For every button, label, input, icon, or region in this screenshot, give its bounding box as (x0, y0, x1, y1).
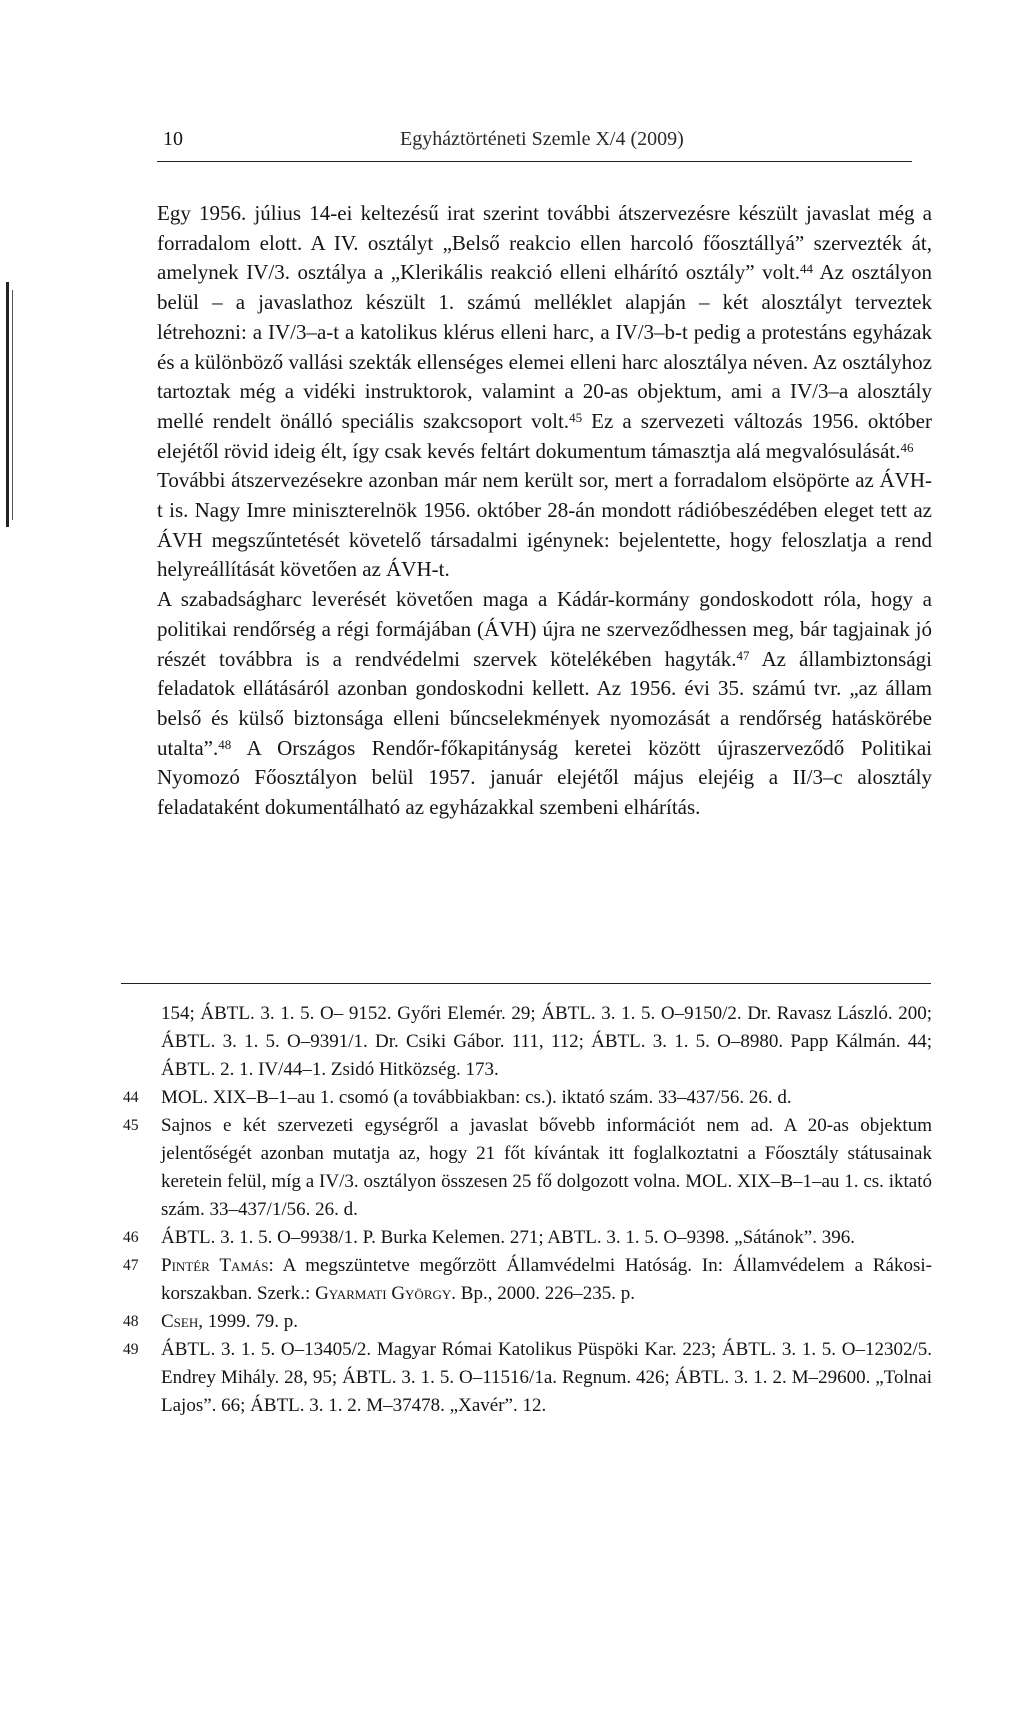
footnote-author: Pintér Tamás: (161, 1255, 274, 1276)
footnote-text: A megszüntetve megőrzött Államvédelmi Hatóság. In: Államvédelem a Rákosi-korszakban. Szerk.: (161, 1255, 932, 1304)
footnote-number: 47 (123, 1257, 139, 1274)
footnote-46 (123, 1224, 932, 1252)
footnote-number: 46 (123, 1229, 139, 1246)
footnote-47 (123, 1252, 932, 1308)
footnote-continuation-text: 154; ÁBTL. 3. 1. 5. O– 9152. Győri Elemér. 29; ÁBTL. 3. 1. 5. O–9150/2. Dr. Ravasz László. 200; ÁBTL. 3. 1. 5. O–9391/1. Dr. Csiki Gábor. 111, 112; ÁBTL. 3. 1. 5. O–8980. Papp Kálmán. 44; ÁBTL. 2. 1. IV/44–1. Zsidó Hitközség. 173. (161, 1003, 932, 1080)
footnote-ref-47[interactable]: 47 (736, 647, 750, 663)
paragraph-1-text-c: Ez a szervezeti változás 1956. október elejétől rövid ideig élt, így csak kevés feltárt dokumentum támasztja alá megvalósulását. (157, 408, 932, 463)
paragraph-3-text-b: Az állambiztonsági feladatok ellátásáról azonban gondoskodni kellett. Az 1956. évi 35. számú tvr. „az állam belső és külső biztonsága elleni bűncselekmények nyomozását a rendőrség hatáskörébe utalta”. (157, 646, 932, 760)
footnote-author: Cseh, (161, 1311, 203, 1332)
footnote-continuation (157, 1000, 932, 1084)
footnote-editor: Gyarmati György. (315, 1283, 457, 1304)
footnote-ref-44[interactable]: 44 (800, 261, 814, 277)
scan-edge-mark (6, 282, 9, 527)
footnote-ref-48[interactable]: 48 (218, 736, 232, 752)
footnote-text: 1999. 79. p. (202, 1311, 298, 1332)
footnote-text: ÁBTL. 3. 1. 5. O–13405/2. Magyar Római Katolikus Püspöki Kar. 223; ÁBTL. 3. 1. 5. O–12302/5. Endrey Mihály. 28, 95; ÁBTL. 3. 1. 5. O–11516/1a. Regnum. 426; ÁBTL. 3. 1. 2. M–29600. „Tolnai Lajos”. 66; ÁBTL. 3. 1. 2. M–37478. „Xavér”. 12. (161, 1339, 932, 1416)
footnote-number: 48 (123, 1313, 139, 1330)
body-text (157, 199, 932, 823)
footnote-text: ÁBTL. 3. 1. 5. O–9938/1. P. Burka Kelemen. 271; ABTL. 3. 1. 5. O–9398. „Sátánok”. 396. (161, 1227, 855, 1248)
footnote-text-end: Bp., 2000. 226–235. p. (456, 1283, 635, 1304)
footnote-rule (121, 983, 931, 984)
paragraph-1-text-a: Egy 1956. július 14-ei keltezésű irat szerint további átszervezésre készült javaslat még a forradalom elott. A IV. osztályt „Belső reakcio ellen harcoló főosztállyá” szervezték át, amelynek IV/3. osztálya a „Klerikális reakció elleni elhárító osztály” volt. (157, 201, 932, 285)
footnote-48 (123, 1308, 932, 1336)
paragraph-1 (157, 199, 932, 466)
footnote-number: 49 (123, 1341, 139, 1358)
footnote-45 (123, 1112, 932, 1224)
header-rule (157, 161, 912, 162)
footnotes (123, 1000, 932, 1420)
paragraph-2-text: További átszervezésekre azonban már nem került sor, mert a forradalom elsöpörte az ÁVH-t is. Nagy Imre miniszterelnök 1956. október 28-án mondott rádióbeszédében eleget tett az ÁVH megszűntetését követelő társadalmi igénynek: bejelentette, hogy feloszlatja a rend helyreállítását követően az ÁVH-t. (157, 468, 932, 582)
paragraph-3 (157, 585, 932, 823)
footnote-text: MOL. XIX–B–1–au 1. csomó (a továbbiakban: cs.). iktató szám. 33–437/56. 26. d. (161, 1087, 792, 1108)
footnote-49 (123, 1336, 932, 1420)
paragraph-1-text-b: Az osztályon belül – a javaslathoz készült 1. számú melléklet alapján – két alosztályt terveztek létrehozni: a IV/3–a-t a katolikus klérus elleni harc, a IV/3–b-t pedig a protestáns egyházak és a különböző vallási szekták ellenséges elemei elleni harc alosztálya néven. Az osztályhoz tartoztak még a vidéki instruktorok, valamint a 20-as objektum, ami a IV/3–a alosztály mellé rendelt önálló speciális szakcsoport volt. (157, 260, 932, 433)
footnote-ref-45[interactable]: 45 (569, 410, 583, 426)
paragraph-3-text-a: A szabadságharc leverését követően maga a Kádár-kormány gondoskodott róla, hogy a politikai rendőrség a régi formájában (ÁVH) újra ne szerveződhessen meg, bár tagjainak jó részét továbbra is a rendvédelmi szervek kötelékében hagyták. (157, 587, 932, 671)
footnote-number: 45 (123, 1117, 139, 1134)
footnote-44 (123, 1084, 932, 1112)
footnote-number: 44 (123, 1089, 139, 1106)
running-header (157, 128, 932, 162)
journal-title: Egyháztörténeti Szemle X/4 (2009) (400, 128, 684, 150)
paragraph-2 (157, 466, 932, 585)
scan-edge-mark-thin (12, 290, 13, 520)
footnote-text: Sajnos e két szervezeti egységről a javaslat bővebb információt nem ad. A 20-as objektum jelentőségét azonban mutatja az, hogy 21 főt kívántak itt foglalkoztatni a Főosztály státusainak keretein felül, míg a IV/3. osztályon összesen 25 fő dolgozott volna. MOL. XIX–B–1–au 1. cs. iktató szám. 33–437/1/56. 26. d. (161, 1115, 932, 1220)
paragraph-3-text-c: A Országos Rendőr-főkapitányság keretei között újraszerveződő Politikai Nyomozó Főosztályon belül 1957. január elejétől május elejéig a II/3–c alosztály feladataként dokumentálható az egyházakkal szembeni elhárítás. (157, 735, 932, 820)
page-number: 10 (163, 128, 183, 150)
footnote-ref-46[interactable]: 46 (900, 439, 914, 455)
